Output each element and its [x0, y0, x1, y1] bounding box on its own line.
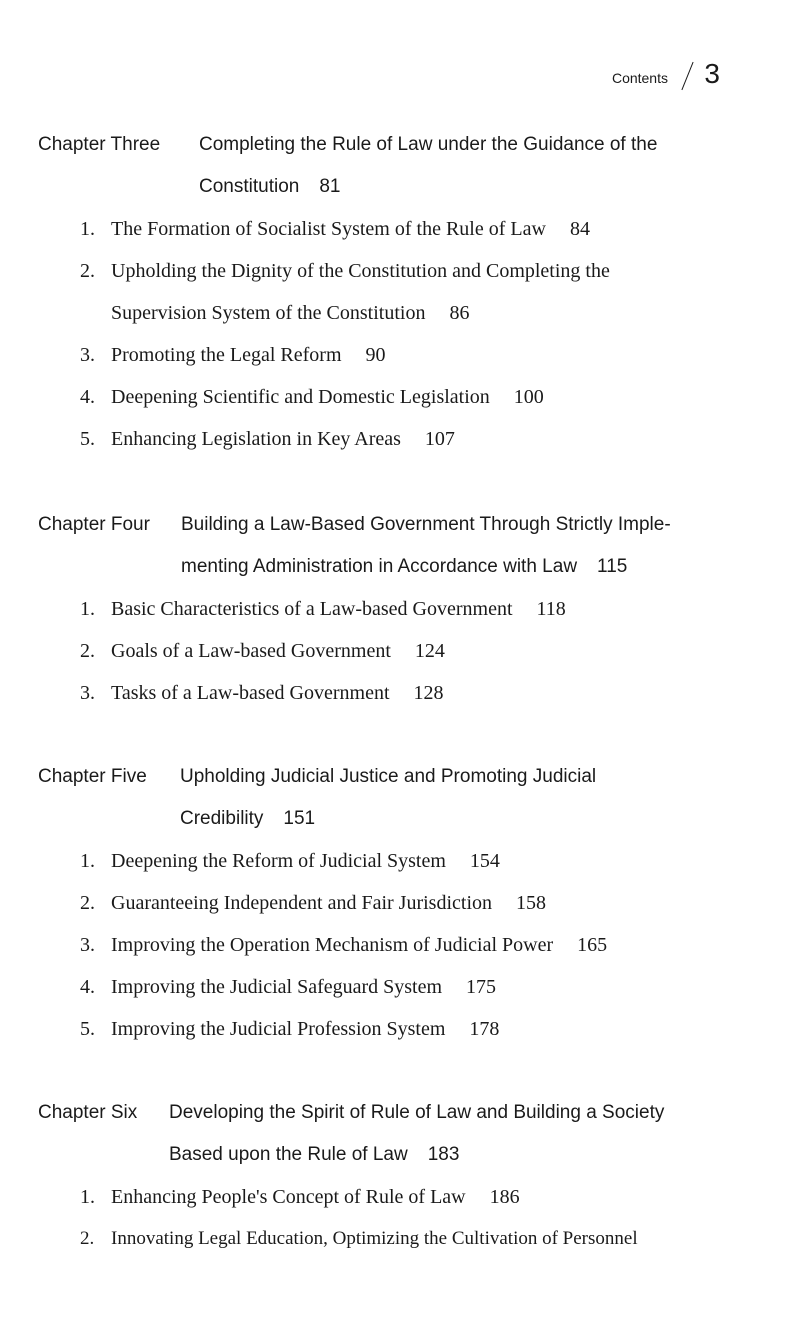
toc-entry — [80, 376, 544, 418]
entry-number: 4. — [80, 386, 95, 408]
entry-page-number: 90 — [365, 344, 386, 366]
entry-title: Goals of a Law-based Government — [111, 640, 391, 662]
toc-entry — [80, 1218, 638, 1260]
chapter-heading — [38, 124, 658, 166]
chapter-label: Chapter Six — [38, 1102, 138, 1123]
running-head-divider — [681, 62, 693, 90]
chapter-page-number: 151 — [283, 808, 316, 829]
entry-page-number: 128 — [413, 682, 444, 704]
entry-number: 2. — [80, 892, 95, 914]
entry-number: 2. — [80, 1228, 95, 1249]
entry-page-number: 100 — [513, 386, 544, 408]
entry-page-number: 186 — [489, 1186, 520, 1208]
entry-page-number: 118 — [536, 598, 566, 620]
entry-page-number: 158 — [516, 892, 546, 914]
toc-entry — [80, 840, 500, 882]
entry-number: 1. — [80, 218, 95, 240]
entry-title: Guaranteeing Independent and Fair Jurisdiction — [111, 892, 492, 914]
toc-entry — [80, 672, 444, 714]
toc-entry — [80, 418, 455, 460]
toc-entry — [80, 1008, 499, 1050]
chapter-page-number: 115 — [597, 556, 628, 577]
chapter-title: Building a Law-Based Government Through Strictly Imple- — [181, 514, 671, 535]
toc-entry — [80, 1176, 520, 1218]
entry-title-line2: Supervision System of the Constitution — [111, 302, 426, 324]
toc-entry — [80, 882, 546, 924]
toc-entry — [80, 966, 496, 1008]
entry-title: Deepening the Reform of Judicial System — [111, 850, 446, 872]
entry-title: Promoting the Legal Reform — [111, 344, 342, 366]
entry-title: Enhancing People's Concept of Rule of Law — [111, 1186, 466, 1208]
entry-number: 5. — [80, 428, 95, 450]
entry-title: Improving the Judicial Safeguard System — [111, 976, 443, 998]
entry-number: 4. — [80, 976, 95, 998]
entry-number: 3. — [80, 344, 95, 366]
entry-number: 2. — [80, 640, 95, 662]
entry-title: Basic Characteristics of a Law-based Government — [111, 598, 513, 620]
toc-entry — [80, 208, 590, 250]
entry-page-number: 86 — [449, 302, 470, 324]
chapter-page-number: 183 — [427, 1144, 460, 1165]
entry-number: 1. — [80, 598, 95, 620]
toc-entry — [80, 588, 566, 630]
chapter-title: Upholding Judicial Justice and Promoting Judicial — [180, 766, 597, 787]
chapter-heading — [38, 756, 597, 798]
entry-title: Enhancing Legislation in Key Areas — [111, 428, 401, 450]
entry-number: 2. — [80, 260, 95, 282]
entry-page-number: 124 — [414, 640, 445, 662]
entry-page-number: 154 — [469, 850, 500, 872]
entry-title: Upholding the Dignity of the Constitution and Completing the — [111, 260, 610, 282]
entry-page-number: 175 — [466, 976, 497, 998]
chapter-title-continued — [180, 798, 315, 840]
chapter-title: Completing the Rule of Law under the Guidance of the — [199, 134, 658, 155]
chapter-title-continued — [169, 1134, 459, 1176]
entry-page-number: 178 — [469, 1018, 500, 1040]
entry-number: 5. — [80, 1018, 95, 1040]
entry-number: 1. — [80, 850, 95, 872]
entry-number: 3. — [80, 934, 95, 956]
toc-entry-continued — [111, 292, 469, 334]
chapter-title: Developing the Spirit of Rule of Law and Building a Society — [169, 1102, 665, 1123]
chapter-label: Chapter Four — [38, 514, 150, 535]
entry-title: Improving the Operation Mechanism of Judicial Power — [111, 934, 554, 956]
chapter-label: Chapter Five — [38, 766, 147, 787]
toc-entry — [80, 924, 607, 966]
chapter-title-continued — [199, 166, 340, 208]
toc-entry — [80, 630, 445, 672]
chapter-title-continued — [181, 546, 627, 588]
chapter-heading — [38, 1092, 665, 1134]
entry-page-number: 107 — [424, 428, 455, 450]
chapter-label: Chapter Three — [38, 134, 161, 155]
chapter-page-number: 81 — [319, 176, 341, 197]
entry-title: Improving the Judicial Profession System — [111, 1018, 446, 1040]
toc-entry — [80, 334, 386, 376]
page-number: 3 — [704, 58, 720, 89]
entry-title: The Formation of Socialist System of the Rule of Law — [111, 218, 546, 240]
entry-page-number: 165 — [577, 934, 608, 956]
entry-number: 1. — [80, 1186, 95, 1208]
running-head-label: Contents — [611, 70, 668, 86]
chapter-title-line2: Constitution — [199, 176, 300, 197]
chapter-title-line2: menting Administration in Accordance with Law — [181, 556, 578, 577]
entry-title: Deepening Scientific and Domestic Legislation — [111, 386, 490, 408]
chapter-title-line2: Based upon the Rule of Law — [169, 1144, 408, 1165]
chapter-title-line2: Credibility — [180, 808, 264, 829]
toc-entry — [80, 250, 610, 292]
entry-page-number: 84 — [569, 218, 590, 240]
entry-title: Tasks of a Law-based Government — [111, 682, 390, 704]
entry-number: 3. — [80, 682, 95, 704]
chapter-heading — [38, 504, 671, 546]
entry-title: Innovating Legal Education, Optimizing the Cultivation of Personnel — [111, 1228, 638, 1249]
